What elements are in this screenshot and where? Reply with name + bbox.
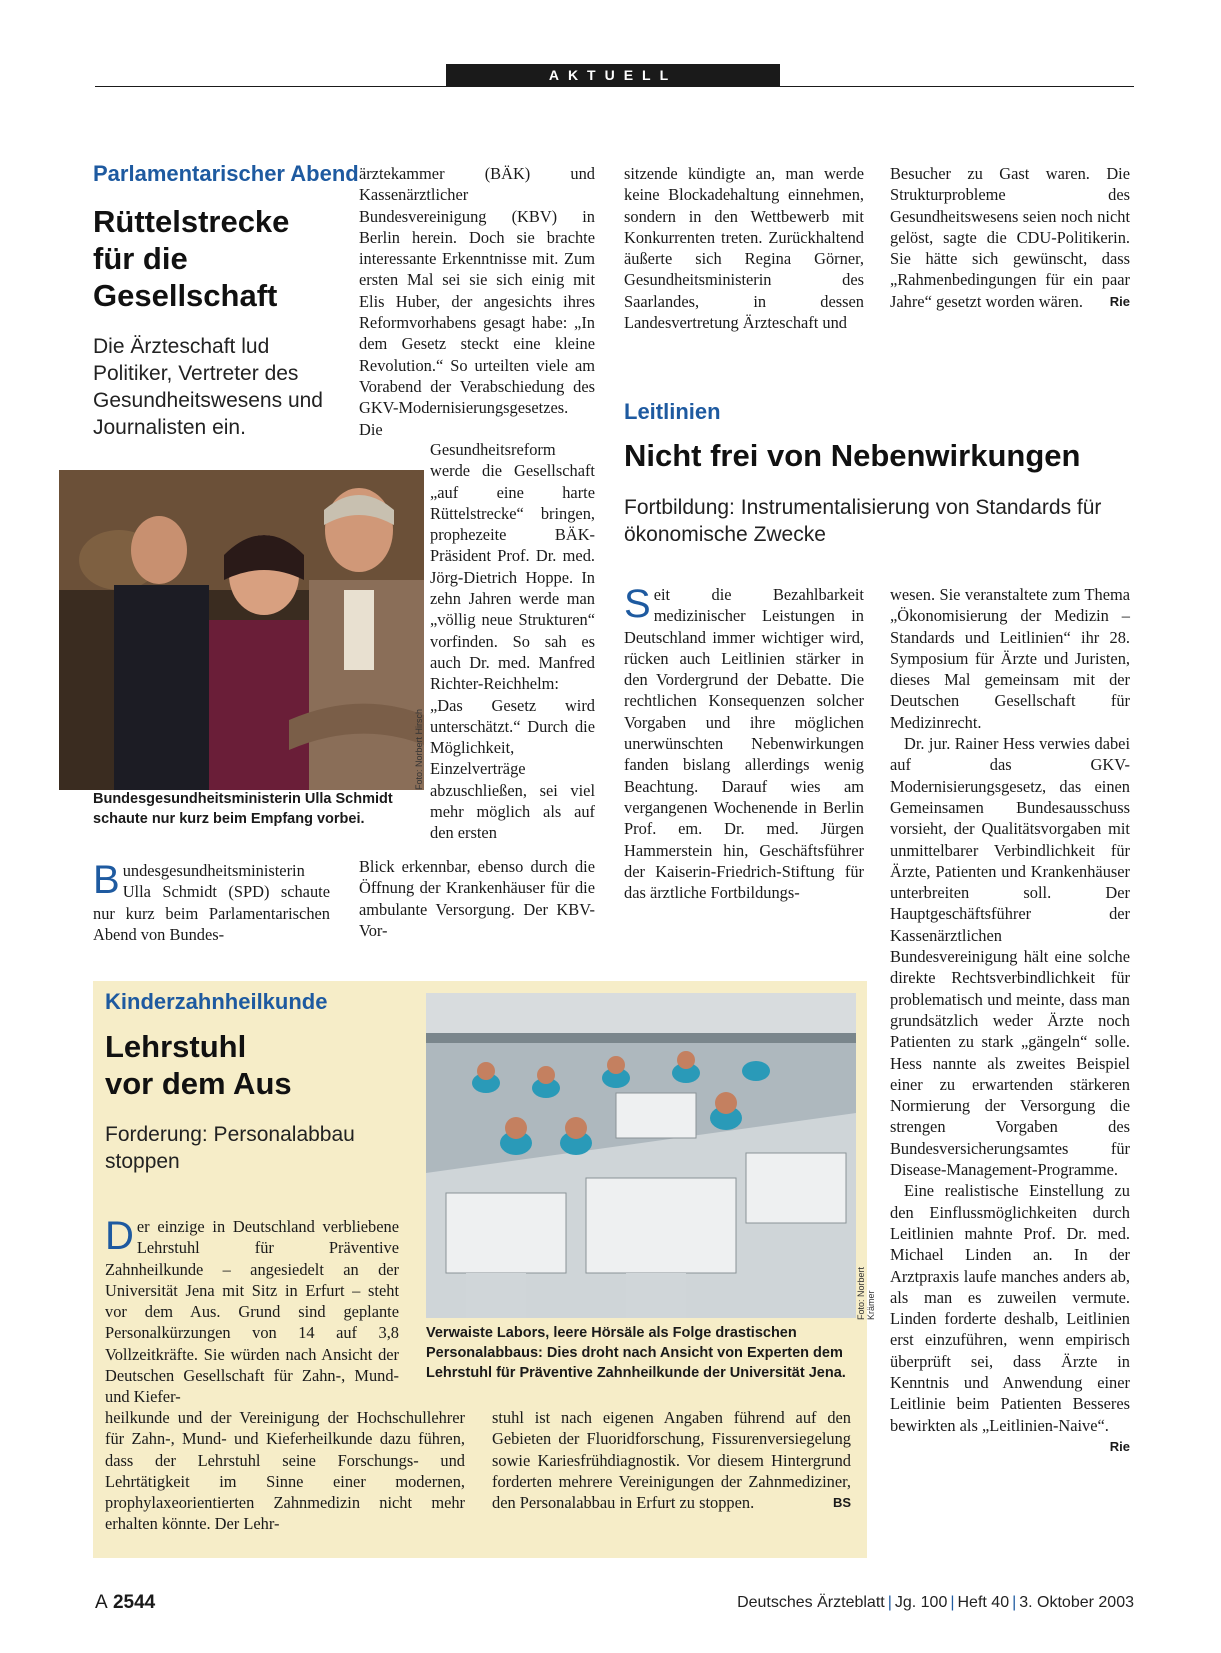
footer-citation: Deutsches Ärzteblatt | Jg. 100 | Heft 40 | 3. Oktober 2003	[737, 1594, 1134, 1611]
article1-photo	[59, 470, 424, 790]
article3-photo-illustration	[426, 993, 856, 1318]
article1-col1-text: undesgesundheitsministerin Ulla Schmidt (SPD) schaute nur kurz beim Parlamentarischen Abend von Bundes-	[93, 861, 330, 944]
article1-headline-line: Rüttelstrecke	[93, 204, 290, 239]
article1-dek: Die Ärzteschaft lud Politiker, Vertreter des Gesundheitswesens und Journalisten ein.	[93, 335, 323, 439]
article3-headline-line: Lehrstuhl	[105, 1029, 247, 1064]
article2-col3-text: eit die Bezahlbarkeit medizinischer Leistungen in Deutschland immer wichtiger wird, rücken auch Leitlinien stärker in den Vordergrund der Debatte. Die rechtlichen Konsequenzen solcher Vorgaben und ihre möglichen unerwünschten Nebenwirkungen fanden bislang allerdings wenig Beachtung. Darauf wies am vergangenen Wochenende in Berlin Prof. em. Dr. med. Jürgen Hammerstein hin, Geschäftsführer der Kaiserin-Friedrich-Stiftung für das ärztliche Fortbildungs-	[624, 585, 864, 903]
article1-column-2-narrow: Gesundheitsreform werde die Gesellschaft „auf eine harte Rüttelstrecke“ bringen, prophezeite BÄK-Präsident Prof. Dr. med. Jörg-Dietrich Hoppe. In zehn Jahren werde man „völlig neue Strukturen“ vorfinden. So sah es auch Dr. med. Manfred Richter-Reichhelm: „Das Gesetz wird unterschätzt.“ Durch die Möglichkeit, Einzelverträge abzuschließen, sei viel mehr möglich als auf den ersten	[430, 440, 595, 843]
article3-dropcap: D	[105, 1214, 134, 1258]
article3-column-right	[492, 1407, 851, 1513]
article2-kicker: Leitlinien	[624, 399, 721, 424]
article1-dropcap: B	[93, 858, 120, 902]
page-number	[95, 1592, 155, 1614]
article3-headline-line: vor dem Aus	[105, 1066, 292, 1101]
article1-kicker: Parlamentarischer Abend	[93, 161, 359, 186]
page-prefix: A	[95, 1592, 108, 1613]
article1-column-4	[890, 163, 1130, 312]
article2-paragraph	[890, 1180, 1130, 1454]
article1-photo-caption: Bundesgesundheitsministerin Ulla Schmidt schaute nur kurz beim Empfang vorbei.	[93, 791, 393, 827]
article3-photo-credit: Foto: Norbert Krämer	[856, 1266, 876, 1320]
header-rule	[95, 86, 1134, 87]
article3-dek: Forderung: Personalabbau stoppen	[105, 1123, 355, 1173]
article1-column-2-top: ärztekammer (BÄK) und Kassenärztlicher Bundesvereinigung (KBV) in Berlin herein. Doch sie brachte interessante Erkenntnisse mit. Zum ersten Mal sei sie sich einig mit Elis Huber, der angesichts ihres Reformvorhabens gesagt habe: „In dem Gesetz steckt eine kleine Revolution.“ So urteilten viele am Vorabend der Verabschiedung des GKV-Modernisierungsgesetzes. Die	[359, 164, 595, 439]
article2-paragraph: wesen. Sie veranstaltete zum Thema „Ökonomisierung der Medizin – Standards und Leitlinien“ ihr 28. Symposium für Ärzte und Juristen, dieses Mal gemeinsam mit der Deutschen Gesellschaft für Medizinrecht.	[890, 585, 1130, 732]
article2-paragraph-text: Eine realistische Einstellung zu den Einflussmöglichkeiten durch Leitlinien mahnte Prof. Dr. med. Michael Linden an. In der Arztpraxis laufe manches anders ab, als man es zuweilen vermute. Linden forderte deshalb, Leitlinien erst einzuführen, wenn empirisch überprüft sei, dass Ärzte in Kenntnis und Anwendung einer Leitlinie beim Patienten Besseres bewirkten als „Leitlinien-Naive“.	[890, 1181, 1130, 1435]
article2-signature: Rie	[1109, 1438, 1130, 1454]
article1-headline-line: Gesellschaft	[93, 278, 278, 313]
article1-col4-text: Besucher zu Gast waren. Die Strukturprobleme des Gesundheitswesens seien noch nicht gelöst, sagte die CDU-Politikerin. Sie hätte sich gewünscht, dass „Rahmenbedingungen für ein paar Jahre“ gesetzt worden wären.	[890, 164, 1130, 311]
article2-column-1	[624, 584, 864, 903]
article1-column-1	[93, 860, 330, 945]
article1-photo-credit: Foto: Norbert Hirsch	[414, 708, 424, 790]
article1-headline	[93, 203, 353, 314]
article2-column-2	[890, 584, 1130, 1457]
article2-headline: Nicht frei von Nebenwirkungen	[624, 438, 1081, 473]
article3-col-right-text: stuhl ist nach eigenen Angaben führend auf den Gebieten der Fluoridforschung, Fissurenversiegelung sowie Kariesfrühdiagnostik. Vor diesem Hintergrund forderten mehrere Vereinigungen der Zahnmediziner, den Personalabbau in Erfurt zu stoppen.	[492, 1408, 851, 1513]
article3-headline	[105, 1028, 405, 1102]
article2-dropcap: S	[624, 582, 651, 626]
article1-column-2-bottom: Blick erkennbar, ebenso durch die Öffnung der Krankenhäuser für die ambulante Versorgung. Der KBV-Vor-	[359, 857, 595, 940]
article3-column-narrow	[105, 1216, 399, 1408]
footer-date: 3. Oktober 2003	[1019, 1594, 1134, 1611]
article1-column-3: sitzende kündigte an, man werde keine Blockadehaltung einnehmen, sondern in den Wettbewerb mit Konkurrenten treten. Zurückhaltend äußerte sich Regina Görner, Gesundheitsministerin des Saarlandes, in dessen Landesvertretung Ärzteschaft und	[624, 164, 864, 333]
article3-photo	[426, 993, 856, 1318]
page-number-value: 2544	[112, 1592, 156, 1613]
article1-photo-illustration	[59, 470, 424, 790]
article3-column-wide: heilkunde und der Vereinigung der Hochschullehrer für Zahn-, Mund- und Kieferheilkunde dazu führen, dass der Lehrstuhl seine Forschungs- und Lehrtätigkeit im Sinne einer modernen, prophylaxeorientierten Zahnmedizin nicht mehr erhalten könnte. Der Lehr-	[105, 1408, 465, 1534]
article3-photo-caption: Verwaiste Labors, leere Hörsäle als Folge drastischen Personalabbaus: Dies droht nach Ansicht von Experten dem Lehrstuhl für Präventive Zahnheilkunde der Universität Jena.	[426, 1325, 846, 1381]
article3-kicker: Kinderzahnheilkunde	[105, 989, 328, 1014]
footer-journal: Deutsches Ärzteblatt	[737, 1594, 885, 1611]
footer-volume: Jg. 100	[894, 1594, 948, 1611]
article2-paragraph: Dr. jur. Rainer Hess verwies dabei auf das GKV-Modernisierungsgesetz, das einen Gemeinsamen Bundesausschuss vorsieht, der Qualitätsvorgaben mit unmittelbarer Verbindlichkeit für Ärzte, Patienten und Krankenhäuser unterbreiten soll. Der Hauptgeschäftsführer der Kassenärztlichen Bundesvereinigung hält eine solche direkte Rechtsverbindlichkeit für problematisch und meinte, dass man grundsätzlich weder Ärzte noch Patienten zu stark „gängeln“ solle. Hess nannte als zweites Beispiel einer zu erwartenden stärkeren Normierung der Versorgung die strengen Vorgaben des Bundesversicherungsamtes für Disease-Management-Programme.	[890, 734, 1130, 1180]
footer-issue: Heft 40	[957, 1594, 1010, 1611]
section-label: AKTUELL	[446, 64, 780, 86]
article2-dek: Fortbildung: Instrumentalisierung von Standards für ökonomische Zwecke	[624, 496, 1102, 546]
article1-signature: Rie	[1109, 293, 1130, 309]
article1-headline-line: für die	[93, 241, 188, 276]
article3-signature: BS	[832, 1495, 851, 1511]
article3-col-narrow-text: er einzige in Deutschland verbliebene Lehrstuhl für Präventive Zahnheilkunde – angesiedelt an der Universität Jena mit Sitz in Erfurt – steht vor dem Aus. Grund sind geplante Personalkürzungen von 14 auf 3,8 Vollzeitkräfte. Sie würden nach Ansicht der Deutschen Gesellschaft für Zahn-, Mund- und Kiefer-	[105, 1217, 399, 1407]
